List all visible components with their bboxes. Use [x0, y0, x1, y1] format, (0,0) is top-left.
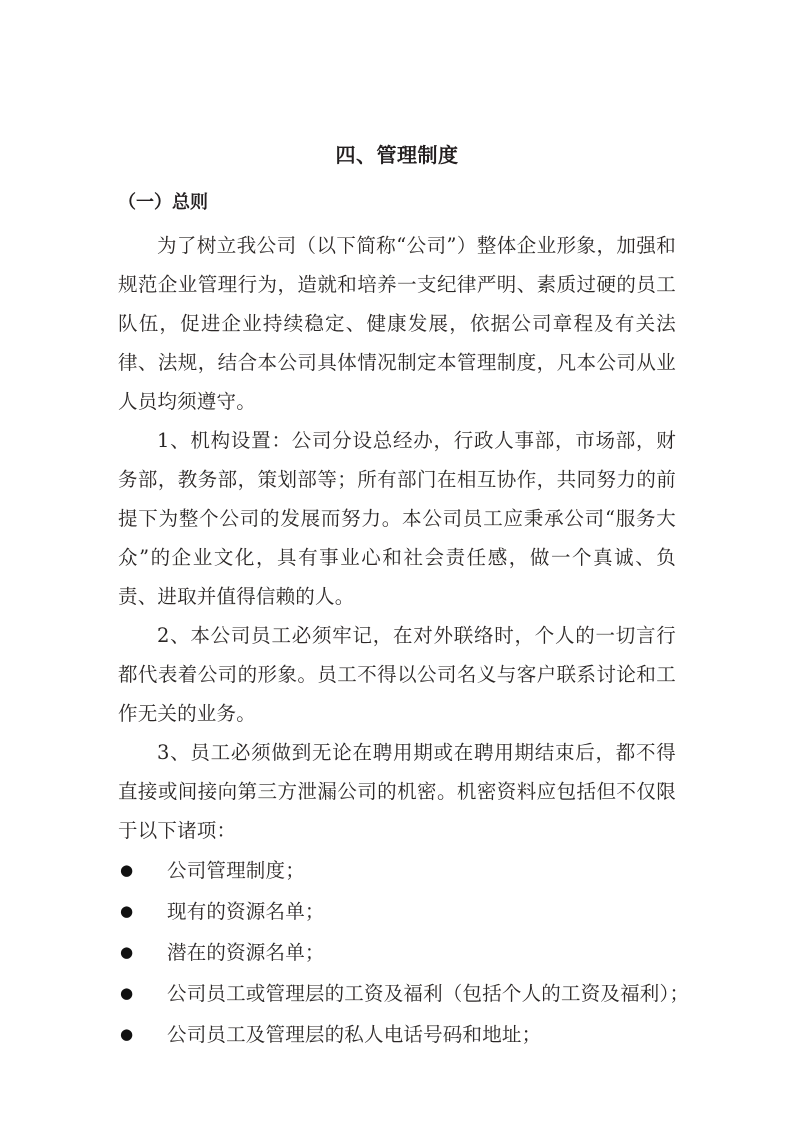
bullet-point-icon: ●	[120, 984, 134, 1002]
bullet-point-icon: ●	[120, 1025, 134, 1043]
paragraph-preamble: 为了树立我公司（以下简称“公司”）整体企业形象，加强和规范企业管理行为，造就和培养一支纪律严明、素质过硬的员工队伍，促进企业持续稳定、健康发展，依据公司章程及有关法律、法规，结合本公司具体情况制定本管理制度，凡本公司从业人员均须遵守。	[118, 234, 676, 413]
list-item	[118, 850, 676, 891]
list-item-label: 潜在的资源名单；	[167, 941, 325, 964]
list-item	[118, 973, 690, 1014]
page-title: 四、管理制度	[335, 143, 459, 167]
confidential-items-list	[118, 850, 690, 1055]
paragraph-item-3-confidentiality: 3、员工必须做到无论在聘用期或在聘用期结束后，都不得直接或间接向第三方泄漏公司的机密。机密资料应包括但不仅限于以下诸项：	[118, 741, 676, 842]
bullet-point-icon: ●	[120, 861, 134, 879]
list-item-label: 公司管理制度；	[167, 859, 305, 882]
list-item	[118, 1014, 676, 1055]
list-item-label: 公司员工或管理层的工资及福利（包括个人的工资及福利）；	[167, 982, 690, 1005]
paragraph-item-2-external-contact: 2、本公司员工必须牢记，在对外联络时，个人的一切言行都代表着公司的形象。员工不得以公司名义与客户联系讨论和工作无关的业务。	[118, 624, 676, 725]
list-item-label: 现有的资源名单；	[167, 900, 325, 923]
list-item	[118, 891, 676, 932]
paragraph-item-1-organization: 1、机构设置：公司分设总经办，行政人事部，市场部，财务部，教务部，策划部等；所有部门在相互协作，共同努力的前提下为整个公司的发展而努力。本公司员工应秉承公司“服务大众”的企业文化，具有事业心和社会责任感，做一个真诚、负责、进取并值得信赖的人。	[118, 429, 676, 608]
list-item	[118, 932, 676, 973]
bullet-point-icon: ●	[120, 943, 134, 961]
document-content	[118, 136, 690, 1055]
list-item-label: 公司员工及管理层的私人电话号码和地址；	[167, 1023, 542, 1046]
section-heading-general-rules: （一）总则	[118, 192, 208, 213]
bullet-point-icon: ●	[120, 902, 134, 920]
